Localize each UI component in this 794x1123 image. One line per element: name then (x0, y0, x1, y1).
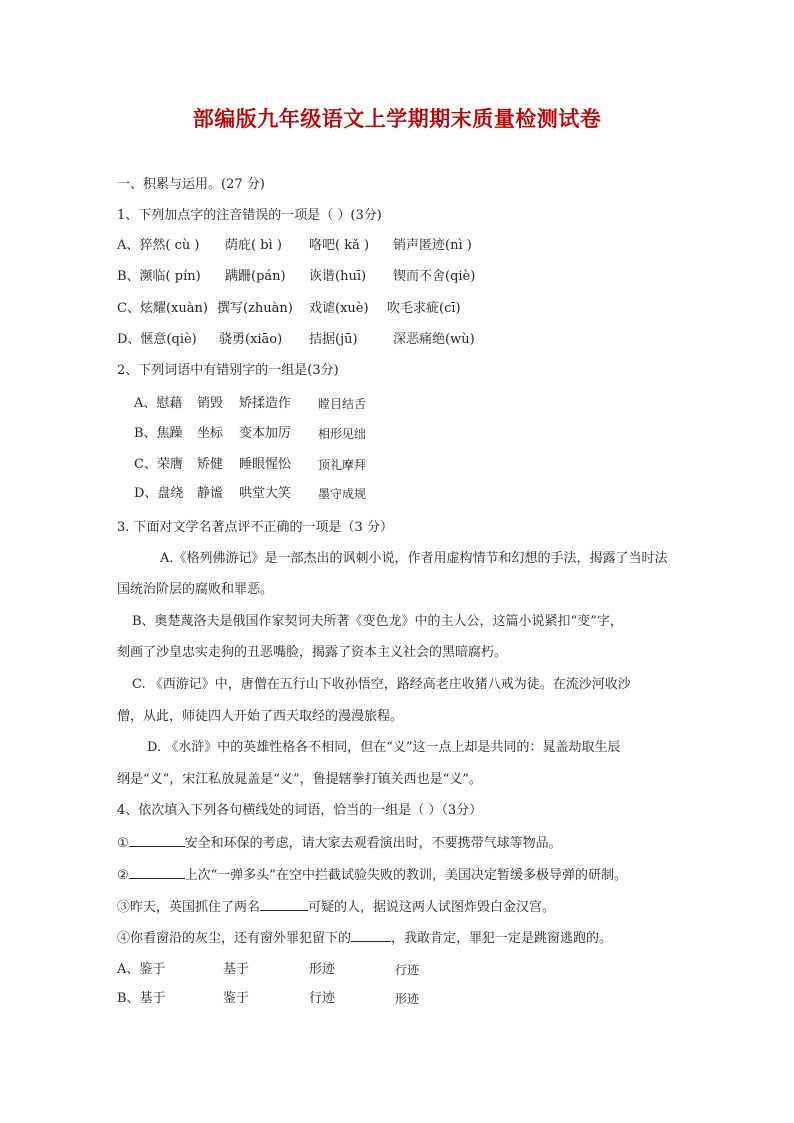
option-text: 销声匿迹(nì ) (393, 238, 472, 253)
question-2-stem: 2、下列词语中有错别字的一组是(3分) (117, 363, 339, 378)
option-text: 静谧 (197, 486, 224, 501)
option-text: A、猝然( cù ) (117, 238, 200, 253)
sentence-text: 上次“一弹多头”在空中拦截试验失败的教训，美国决定暂缓多极导弹的研制。 (184, 868, 627, 883)
option-text: 哄堂大笑 (239, 486, 292, 501)
option-text: 矫健 (197, 457, 224, 472)
question-3-option-d-cont: 纲是“义”，宋江私放晁盖是“义”，鲁提辖拳打镇关西也是“义”。 (117, 772, 482, 787)
answer-blank[interactable] (351, 930, 391, 942)
answer-blank[interactable] (129, 867, 185, 879)
question-3-option-b: B、奥楚蔑洛夫是俄国作家契诃夫所著《变色龙》中的主人公，这篇小说紧扣“变”字， (132, 614, 623, 629)
option-text: 基于 (223, 962, 250, 977)
sentence-text: 可疑的人，据说这两人试图炸毁白金汉宫。 (308, 900, 556, 915)
option-text: 咯吧( kǎ ) (309, 238, 370, 253)
option-text: 形迹 (395, 992, 420, 1006)
option-text: 撰写(zhuàn) (217, 301, 293, 316)
option-text: B、濒临( pín) (117, 269, 201, 284)
option-text: D、盘绕 (134, 486, 184, 501)
option-text: 诙谐(huī) (309, 269, 367, 284)
option-text: C、炫耀(xuàn) (117, 301, 208, 316)
option-text: 销毁 (197, 396, 224, 411)
answer-blank[interactable] (129, 835, 185, 847)
sentence-text: ，我敢肯定，罪犯一定是跳窗逃跑的。 (391, 931, 613, 946)
option-text: A、慰藉 (134, 396, 183, 411)
option-text: 睡眼惺忪 (239, 457, 292, 472)
question-3-option-b-cont: 刻画了沙皇忠实走狗的丑恶嘴脸，揭露了资本主义社会的黑暗腐朽。 (117, 645, 508, 660)
sentence-text: ④你看窗沿的灰尘，还有窗外罪犯留下的 (117, 931, 352, 946)
question-3-option-d: D. 《水浒》中的英雄性格各不相同，但在“义”这一点上却是共同的：晁盖劫取生辰 (147, 740, 621, 755)
question-4-sentence-2 (117, 867, 627, 884)
option-text: 相形见绌 (318, 427, 367, 441)
option-text: 矫揉造作 (239, 396, 292, 411)
question-4-stem: 4、依次填入下列各句横线处的词语，恰当的一组是（ ）（3分） (117, 803, 483, 818)
option-text: 锲而不舍(qiè) (393, 269, 476, 284)
option-text: 顶礼摩拜 (318, 458, 367, 472)
question-3-option-a-cont: 国统治阶层的腐败和罪恶。 (117, 582, 274, 597)
option-text: 吹毛求疵(cī) (387, 301, 461, 316)
question-4-sentence-4 (117, 930, 612, 947)
option-text: 戏谑(xuè) (309, 301, 369, 316)
sentence-number: ② (117, 868, 129, 883)
option-text: B、基于 (117, 991, 166, 1006)
question-4-sentence-3 (117, 899, 555, 916)
option-text: 变本加厉 (239, 426, 292, 441)
question-3-stem: 3. 下面对文学名著点评不正确的一项是（3 分） (117, 520, 393, 535)
option-text: C、荣膺 (134, 457, 183, 472)
option-text: 鉴于 (223, 991, 250, 1006)
question-3-option-a: A.《格列佛游记》是一部杰出的讽刺小说，作者用虚构情节和幻想的手法，揭露了当时法 (160, 551, 668, 566)
sentence-text: ③昨天，英国抓住了两名 (117, 900, 261, 915)
option-text: A、鉴于 (117, 962, 166, 977)
option-text: 荫庇( bì ) (225, 238, 282, 253)
page-title: 部编版九年级语文上学期期末质量检测试卷 (192, 106, 602, 131)
option-text: 行迹 (395, 963, 420, 977)
question-4-sentence-1 (117, 835, 562, 852)
option-text: 拮据(jū) (309, 332, 358, 347)
option-text: D、惬意(qiè) (117, 332, 197, 347)
option-text: 蹒跚(pán) (225, 269, 286, 284)
option-text: 瞠目结舌 (318, 397, 367, 411)
option-text: 行迹 (309, 991, 336, 1006)
option-text: 深恶痛绝(wù) (393, 332, 475, 347)
section-heading: 一、积累与运用。(27 分) (117, 177, 265, 192)
question-1-stem: 1、下列加点字的注音错误的一项是（ ）(3分) (117, 208, 382, 223)
option-text: 坐标 (197, 426, 224, 441)
option-text: B、焦躁 (134, 426, 183, 441)
option-text: 骁勇(xiāo) (219, 332, 283, 347)
sentence-number: ① (117, 836, 129, 851)
option-text: 形迹 (309, 962, 336, 977)
question-3-option-c-cont: 僧，从此，师徒四人开始了西天取经的漫漫旅程。 (117, 709, 404, 724)
answer-blank[interactable] (260, 899, 308, 911)
option-text: 墨守成规 (318, 487, 367, 501)
question-3-option-c: C. 《西游记》中，唐僧在五行山下收孙悟空，路经高老庄收猪八戒为徒。在流沙河收沙 (132, 677, 631, 692)
sentence-text: 安全和环保的考虑，请大家去观看演出时，不要携带气球等物品。 (184, 836, 562, 851)
